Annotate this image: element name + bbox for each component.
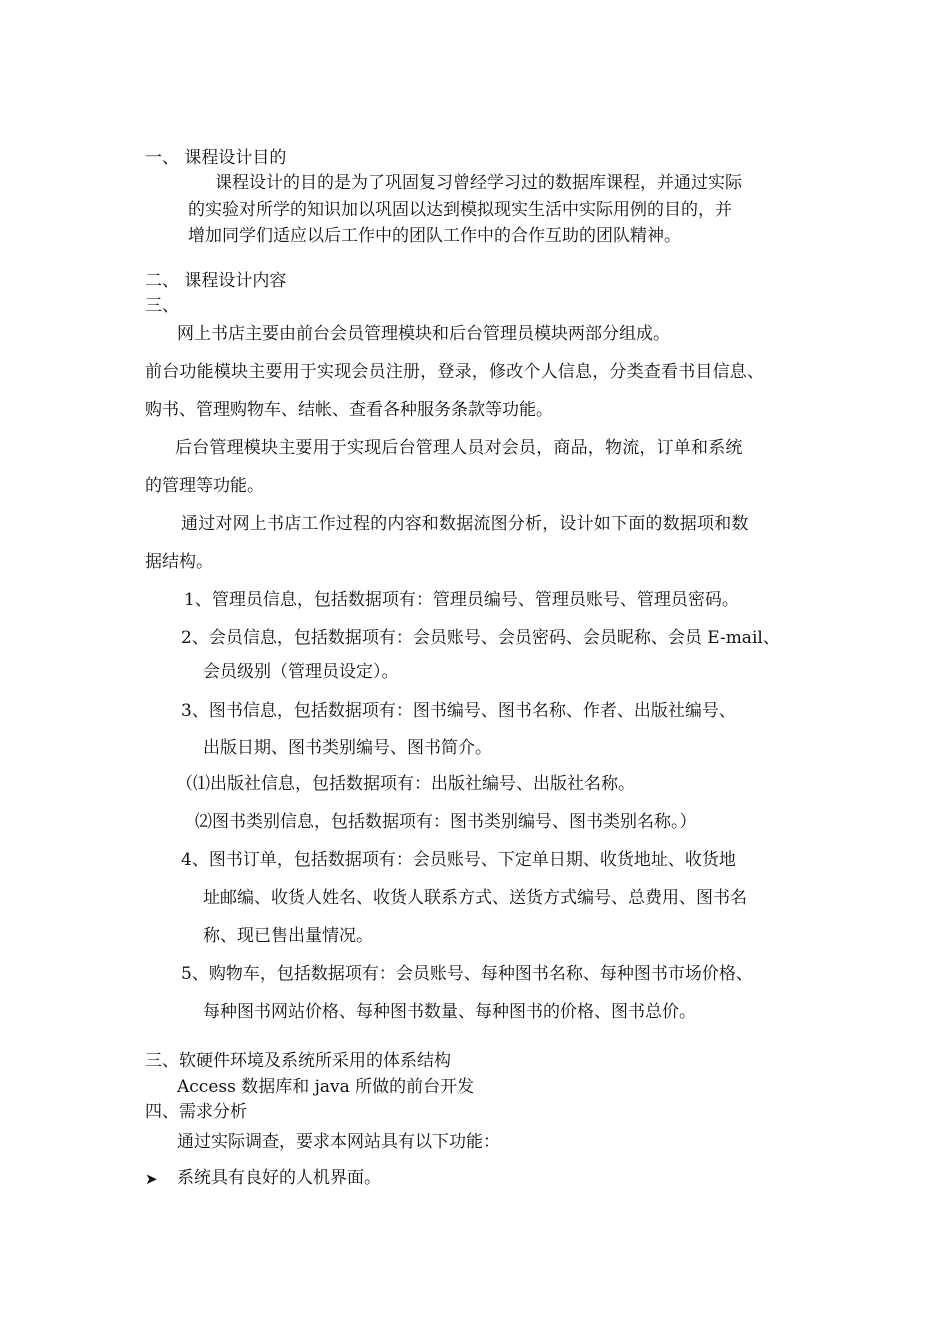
list-subitem: ⑵图书类别信息，包括数据项有：图书类别编号、图书类别名称。）	[195, 812, 697, 832]
section3-line: Access 数据库和 java 所做的前台开发	[177, 1077, 475, 1097]
list-item: 2、会员信息，包括数据项有：会员账号、会员密码、会员昵称、会员 E-mail、	[181, 628, 780, 648]
arrow-bullet-icon: ➤	[145, 1170, 158, 1188]
paragraph-2-line-1: 前台功能模块主要用于实现会员注册，登录，修改个人信息，分类查看书目信息、	[145, 362, 765, 382]
list-subitem: （⑴出版社信息，包括数据项有：出版社编号、出版社名称。	[176, 774, 635, 794]
paragraph-2-line-2: 购书、管理购物车、结帐、查看各种服务条款等功能。	[145, 400, 553, 420]
paragraph-4-line-2: 据结构。	[145, 552, 213, 572]
section1-line-3: 增加同学们适应以后工作中的团队工作中的合作互助的团队精神。	[188, 226, 681, 246]
list-item-continuation: 址邮编、收货人姓名、收货人联系方式、送货方式编号、总费用、图书名	[203, 888, 747, 908]
section1-line-2: 的实验对所学的知识加以巩固以达到模拟现实生活中实际用例的目的，并	[188, 200, 732, 220]
bullet-text: 系统具有良好的人机界面。	[177, 1168, 381, 1188]
list-item-continuation: 出版日期、图书类别编号、图书简介。	[203, 738, 492, 758]
paragraph-4-line-1: 通过对网上书店工作过程的内容和数据流图分析，设计如下面的数据项和数	[181, 514, 749, 534]
section4-intro: 通过实际调查，要求本网站具有以下功能：	[177, 1132, 500, 1152]
list-item: 4、图书订单，包括数据项有：会员账号、下定单日期、收货地址、收货地	[181, 850, 736, 870]
section2-subheading: 三、	[145, 296, 179, 316]
paragraph-1: 网上书店主要由前台会员管理模块和后台管理员模块两部分组成。	[177, 324, 670, 344]
list-item-continuation: 称、现已售出量情况。	[203, 926, 373, 946]
section2-heading: 二、 课程设计内容	[145, 271, 287, 291]
list-item: 3、图书信息，包括数据项有：图书编号、图书名称、作者、出版社编号、	[181, 701, 736, 721]
list-item-continuation: 会员级别（管理员设定）。	[203, 662, 399, 682]
section4-heading: 四、需求分析	[145, 1102, 247, 1122]
list-item-continuation: 每种图书网站价格、每种图书数量、每种图书的价格、图书总价。	[203, 1002, 696, 1022]
list-item: 5、购物车，包括数据项有：会员账号、每种图书名称、每种图书市场价格、	[181, 964, 753, 984]
section3-heading: 三、软硬件环境及系统所采用的体系结构	[145, 1051, 451, 1071]
section1-line-1: 课程设计的目的是为了巩固复习曾经学习过的数据库课程，并通过实际	[215, 173, 742, 193]
paragraph-3-line-1: 后台管理模块主要用于实现后台管理人员对会员，商品，物流，订单和系统	[175, 438, 743, 458]
section1-heading: 一、 课程设计目的	[145, 148, 287, 168]
paragraph-3-line-2: 的管理等功能。	[145, 476, 264, 496]
list-item: 1、管理员信息，包括数据项有：管理员编号、管理员账号、管理员密码。	[184, 590, 739, 610]
